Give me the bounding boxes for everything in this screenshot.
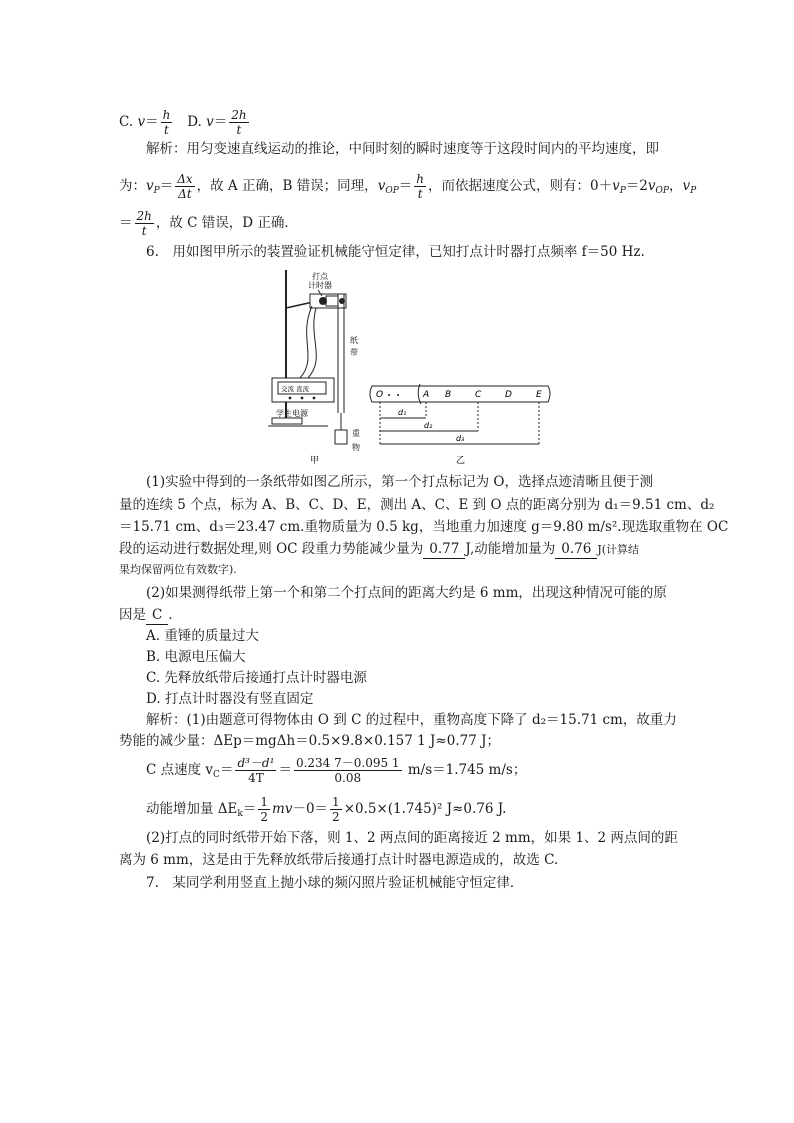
q6-solution-part2-line-2: 离为 6 mm，这是由于先释放纸带后接通打点计时器电源造成的，故选 C.	[119, 852, 559, 868]
text: ＝2	[625, 178, 648, 194]
q6-solution-part2-line-1: (2)打点的同时纸带开始下落，则 1、2 两点间的距离接近 2 mm，如果 1、2 两点间的距	[146, 830, 678, 846]
fraction-half	[330, 795, 342, 824]
numerator: 2h	[231, 108, 247, 122]
option-d: D. 打点计时器没有竖直固定	[146, 691, 314, 707]
q6-solution-line-4	[146, 795, 679, 824]
subscript: P	[690, 186, 697, 196]
fraction-h-t	[414, 172, 426, 201]
d1-label: d₁	[398, 408, 407, 417]
d3-label: d₃	[456, 434, 465, 443]
options-c-d	[119, 108, 679, 137]
stand-base	[272, 418, 302, 424]
q6-part1-line-1: (1)实验中得到的一条纸带如图乙所示，第一个打点标记为 O，选择点迹清晰且便于测	[146, 474, 653, 490]
q6-solution-line-3	[146, 756, 679, 785]
point-c-label: C	[475, 390, 482, 400]
q6-solution-line-1: 解析：(1)由题意可得物体由 O 到 C 的过程中，重物高度下降了 d₂＝15.71 cm，故重力	[146, 712, 677, 728]
option-c: C. 先释放纸带后接通打点计时器电源	[146, 670, 367, 686]
subscript: C	[213, 770, 220, 780]
denominator: 2	[332, 810, 340, 824]
subscript: P	[153, 186, 160, 196]
var-v: v	[137, 114, 146, 130]
text: ．	[168, 607, 182, 623]
text: C 点速度 v	[146, 762, 214, 778]
figure-caption-b: 乙	[456, 456, 466, 466]
text: ，	[668, 178, 683, 194]
solution-5-line-3	[119, 209, 679, 238]
fraction-h-over-t	[161, 108, 173, 137]
equals: ＝	[145, 114, 159, 130]
numerator: 2h	[136, 209, 152, 223]
option-a: A. 重锤的质量过大	[146, 628, 259, 644]
denominator: 2	[260, 810, 269, 824]
q6-part1-line-2: 量的连续 5 个点，标为 A、B、C、D、E，测出 A、C、E 到 O 点的距离分别为 d₁＝9.51 cm、d₂	[119, 497, 715, 513]
option-c-label: C.	[119, 114, 134, 130]
clamp-arm	[286, 302, 313, 308]
q6-part1-line-5	[119, 559, 679, 580]
point-e-label: E	[536, 390, 542, 400]
weight-label-1: 重	[352, 429, 360, 438]
equals: ＝	[242, 801, 257, 817]
numerator: 1	[260, 795, 269, 809]
terminal-icon	[289, 397, 292, 400]
text: 因是	[119, 607, 146, 623]
subscript: P	[619, 186, 626, 196]
text: ，故 A 正确，B 错误；同理，	[196, 178, 378, 194]
equals: ＝	[159, 178, 174, 194]
point-o-label: O	[376, 390, 384, 400]
tape-strip	[370, 386, 550, 402]
var-v: v	[146, 178, 154, 194]
equals: ＝	[398, 178, 413, 194]
option-b: B. 电源电压偏大	[146, 649, 246, 665]
weight-block	[335, 430, 347, 444]
power-panel-text: 交流 直流	[281, 385, 310, 393]
subscript: OP	[655, 186, 669, 196]
text: 为：	[119, 178, 146, 194]
fraction-2h-over-t	[229, 108, 248, 137]
text: －0＝	[292, 801, 329, 817]
tape-label-1: 纸	[350, 336, 358, 345]
denominator: Δt	[178, 187, 192, 201]
numerator: h	[162, 108, 171, 122]
var-v: v	[647, 178, 656, 194]
tape-dot	[397, 394, 399, 396]
answer-blank-reason: C	[146, 607, 168, 625]
solution-5-line-2	[119, 172, 697, 201]
var-v: v	[206, 114, 214, 130]
solution-5-line-1: 解析：用匀变速直线运动的推论，中间时刻的瞬时速度等于这段时间内的平均速度，即	[146, 141, 659, 157]
d2-label: d₂	[424, 421, 433, 430]
equals: ＝	[219, 762, 234, 778]
text: J,动能增加量为	[465, 541, 556, 557]
equals: ＝	[119, 215, 133, 231]
q6-part1-line-4	[119, 539, 679, 560]
fraction-dx-dt	[175, 172, 194, 201]
subscript: k	[237, 809, 243, 819]
answer-blank-potential-energy: 0.77	[423, 541, 465, 559]
text: 段的运动进行数据处理,则 OC 段重力势能减少量为	[119, 541, 424, 557]
point-d-label: D	[505, 390, 512, 400]
var-v: v	[377, 178, 386, 194]
wire-1	[300, 306, 312, 378]
denominator: t	[417, 187, 423, 201]
subscript: OP	[385, 186, 399, 196]
text: ×0.5×(1.745)² J≈0.76 J.	[343, 801, 507, 817]
text: ，而依据速度公式，则有：0＋	[428, 178, 613, 194]
fraction-velocity-values	[294, 756, 402, 785]
tape-dot	[388, 394, 390, 396]
wire-2	[308, 308, 316, 378]
terminal-icon	[313, 397, 316, 400]
equals: ＝	[278, 762, 292, 778]
text: ，故 C 错误，D 正确．	[155, 215, 298, 231]
text: 果均保留两位有效数字).	[119, 563, 237, 576]
q6-part1-line-3: ＝15.71 cm、d₃＝23.47 cm.重物质量为 0.5 kg，当地重力加速度 g＝9.80 m/s².现选取重物在 OC	[119, 519, 729, 535]
numerator: Δx	[177, 172, 193, 186]
q6-solution-line-2: 势能的减少量：ΔEp＝mgΔh＝0.5×9.8×0.157 1 J≈0.77 J；	[119, 733, 500, 749]
apparatus-figure	[268, 268, 568, 468]
figure-caption-a: 甲	[310, 456, 320, 466]
fraction-2h-t	[135, 209, 154, 238]
denominator: 4T	[248, 771, 264, 785]
answer-blank-kinetic-energy: 0.76	[555, 541, 597, 559]
timer-label-2: 计时器	[308, 281, 332, 290]
denominator: t	[141, 224, 147, 238]
q6-part2-line-1: (2)如果测得纸带上第一个和第二个打点间的距离大约是 6 mm，出现这种情况可能的原	[146, 585, 667, 601]
weight-label-2: 物	[352, 443, 360, 452]
equals: ＝	[213, 114, 228, 130]
q6-part2-line-2	[119, 605, 679, 625]
tape-label-2: 带	[350, 348, 358, 357]
numerator: h	[416, 172, 424, 186]
point-a-label: A	[423, 390, 430, 400]
denominator: 0.08	[334, 771, 362, 785]
text: m/s＝1.745 m/s；	[403, 762, 527, 778]
var-v: v	[682, 178, 691, 194]
text: 动能增加量 ΔE	[146, 801, 238, 817]
numerator: 1	[332, 795, 340, 809]
text: J(计算结	[597, 543, 640, 556]
terminal-icon	[301, 397, 304, 400]
numerator: 0.234 7－0.095 1	[295, 756, 400, 770]
fraction-velocity	[235, 756, 276, 785]
point-b-label: B	[445, 390, 452, 400]
numerator: d³－d¹	[237, 756, 275, 770]
question-6-stem: 6. 用如图甲所示的装置验证机械能守恒定律，已知打点计时器打点频率 f＝50 Hz.	[146, 244, 645, 260]
var-v: v	[612, 178, 620, 194]
option-d-label: D.	[187, 114, 202, 130]
power-label: 学生电源	[276, 409, 308, 418]
text: mv	[272, 801, 293, 817]
question-7-stem: 7. 某同学利用竖直上抛小球的频闪照片验证机械能守恒定律．	[146, 875, 524, 891]
denominator: t	[164, 123, 169, 137]
timer-label-1: 打点	[312, 272, 328, 281]
fraction-half	[258, 795, 270, 824]
denominator: t	[236, 123, 242, 137]
